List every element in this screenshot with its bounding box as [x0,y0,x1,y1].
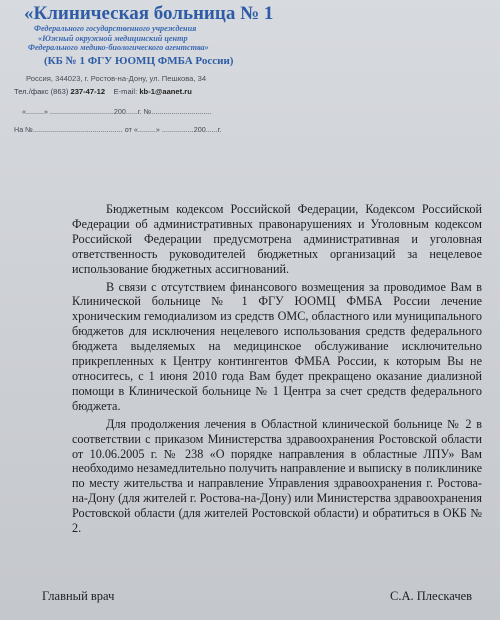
letterhead-line-3: Федерального медико-биологического агентства» [28,43,209,52]
signature-name: С.А. Плескачев [390,589,473,603]
letterhead-title: «Клиническая больница № 1 [24,3,274,24]
body-paragraph-3: Для продолжения лечения в Областной клинической больнице № 2 в соответствии с приказом Министерства здравоохранения Ростовской области от 10.06.2005 г. № 238 «О порядке направления в областные ЛПУ» Вам необходимо незамедлительно получить направление и выписку в поликлинике по месту жительства и направление Управления здравоохранения г. Ростова-на-Дону (для жителей г. Ростова-на-Дону) или Министерства здравоохранения Ростовской области (для жителей Ростовской области) и обратиться в ОКБ № 2. [72,416,482,536]
registration-date-number: «.........» ................................200......г. №.............................. [22,107,212,116]
letter-body [72,202,482,539]
letterhead-contacts [14,86,192,98]
body-paragraph-1: Бюджетным кодексом Российской Федерации, Кодексом Российской Федерации об административных правонарушениях и Уголовным кодексом Российской Федерации предусмотрена административная и уголовная ответственность руководителей бюджетных организаций за нецелевое использование бюджетных ассигнований. [72,202,482,276]
signature-position: Главный врач [42,589,115,603]
registration-reply-to: На №............................................. от «.........» ................200......г. [14,125,222,134]
letterhead-short-name: (КБ № 1 ФГУ ЮОМЦ ФМБА России) [44,54,234,67]
phone-label: Тел./факс (863) [14,87,69,96]
email-label: E-mail: [113,87,138,96]
letterhead-line-2: «Южный окружной медицинский центр [38,33,188,43]
letterhead-line-1: Федерального государственного учреждения [34,24,197,33]
letterhead-address: Россия, 344023, г. Ростов-на-Дону, ул. Пешкова, 34 [26,74,207,83]
phone-number: 237-47-12 [70,87,106,96]
body-paragraph-2: В связи с отсутствием финансового возмещения за проводимое Вам в Клинической больнице № 1 ФГУ ЮОМЦ ФМБА России лечение хроническим гемодиализом из средств ОМС, областного или муниципального бюджетов для исключения нецелевого использования средств федерального бюджета выделяемых на медицинское обслуживание исключительно прикрепленных к Центру контингентов ФМБА России, к которым Вы не относитесь, с 1 июня 2010 года Вам будет прекращено оказание диализной помощи в Клинической больнице № 1 Центра за счет средств федерального бюджета. [72,279,482,413]
letterhead [20,4,300,68]
email-address: kb-1@aanet.ru [139,87,192,96]
